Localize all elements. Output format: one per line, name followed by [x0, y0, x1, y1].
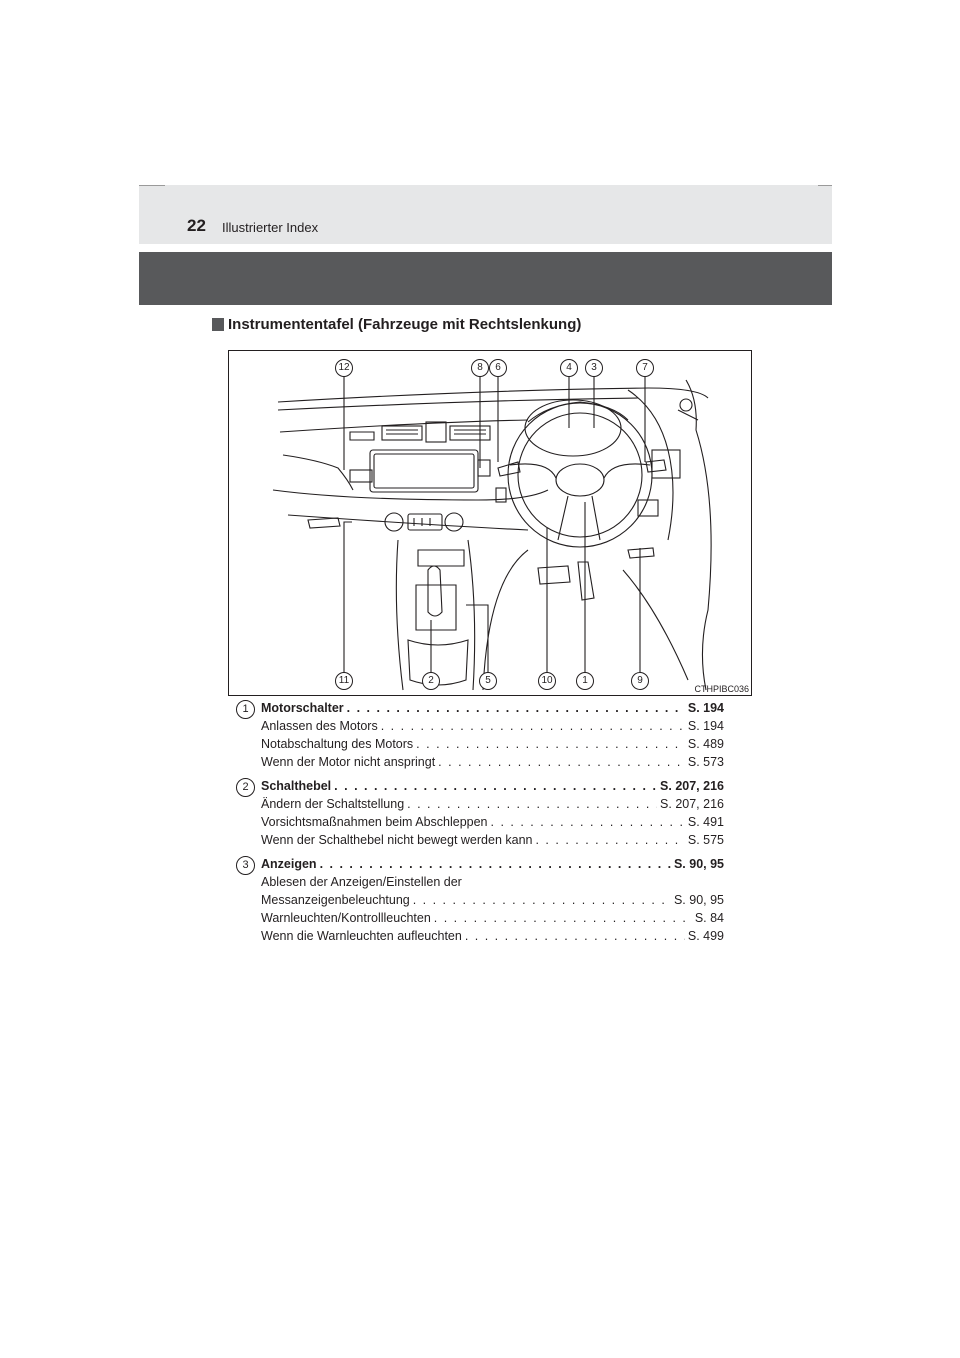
page-ref[interactable]: S. 499 [687, 929, 724, 943]
running-header-title: Illustrierter Index [222, 220, 319, 235]
crop-mark [139, 185, 165, 186]
index-subentry [261, 910, 724, 927]
subentry-text: Ändern der Schaltstellung [261, 797, 405, 811]
index-subentry [261, 928, 724, 945]
subentry-text: Vorsichtsmaßnahmen beim Abschleppen [261, 815, 488, 829]
page-number: 22 [187, 216, 206, 235]
chapter-band [139, 252, 832, 305]
page-ref[interactable]: S. 573 [687, 755, 724, 769]
entry-title: Motorschalter [261, 701, 344, 715]
subentry-text: Wenn der Motor nicht anspringt [261, 755, 436, 769]
page-ref[interactable]: S. 207, 216 [660, 797, 724, 811]
index-subentry [261, 718, 724, 735]
callout-12: 12 [335, 359, 353, 377]
crop-mark [818, 185, 832, 186]
index-entry [261, 856, 724, 873]
callout-5: 5 [479, 672, 497, 690]
page-ref[interactable]: S. 491 [687, 815, 724, 829]
subentry-text: Messanzeigenbeleuchtung [261, 893, 410, 907]
callout-4: 4 [560, 359, 578, 377]
callout-10: 10 [538, 672, 556, 690]
callout-11: 11 [335, 672, 353, 690]
entry-title: Anzeigen [261, 857, 317, 871]
subentry-text: Anlassen des Motors [261, 719, 378, 733]
subentry-text: Wenn die Warnleuchten aufleuchten [261, 929, 462, 943]
page-ref[interactable]: S. 194 [687, 701, 724, 715]
subentry-text: Warnleuchten/Kontrollleuchten [261, 911, 431, 925]
entry-number: 2 [236, 778, 255, 797]
index-subentry [261, 736, 724, 753]
callout-9: 9 [631, 672, 649, 690]
entry-number: 1 [236, 700, 255, 719]
entry-title: Schalthebel [261, 779, 332, 793]
page-ref[interactable]: S. 90, 95 [673, 893, 724, 907]
callout-8: 8 [471, 359, 489, 377]
index-subentry [261, 814, 724, 831]
callout-2: 2 [422, 672, 440, 690]
callout-6: 6 [489, 359, 507, 377]
subentry-text: Notabschaltung des Motors [261, 737, 414, 751]
dashboard-illustration [228, 350, 752, 696]
page-ref[interactable]: S. 489 [687, 737, 724, 751]
page-ref[interactable]: S. 575 [687, 833, 724, 847]
subentry-text: Ablesen der Anzeigen/Einstellen der [261, 875, 462, 889]
index-subentry [261, 892, 724, 909]
entry-number: 3 [236, 856, 255, 875]
page-ref[interactable]: S. 207, 216 [660, 779, 724, 793]
dashboard-drawing [228, 350, 752, 696]
index-subentry [261, 754, 724, 771]
section-title: Instrumententafel (Fahrzeuge mit Rechtslenkung) [228, 316, 582, 333]
callout-7: 7 [636, 359, 654, 377]
callout-3: 3 [585, 359, 603, 377]
page-ref[interactable]: S. 194 [687, 719, 724, 733]
figure-code: CTHPIBC036 [694, 684, 749, 694]
index-subentry [261, 832, 724, 849]
section-marker [212, 318, 224, 331]
index-subentry [261, 796, 724, 813]
index-entry [261, 778, 724, 795]
index-entry [261, 700, 724, 717]
callout-1: 1 [576, 672, 594, 690]
page-ref[interactable]: S. 90, 95 [673, 857, 724, 871]
subentry-text: Wenn der Schalthebel nicht bewegt werden kann [261, 833, 533, 847]
page-ref[interactable]: S. 84 [694, 911, 724, 925]
